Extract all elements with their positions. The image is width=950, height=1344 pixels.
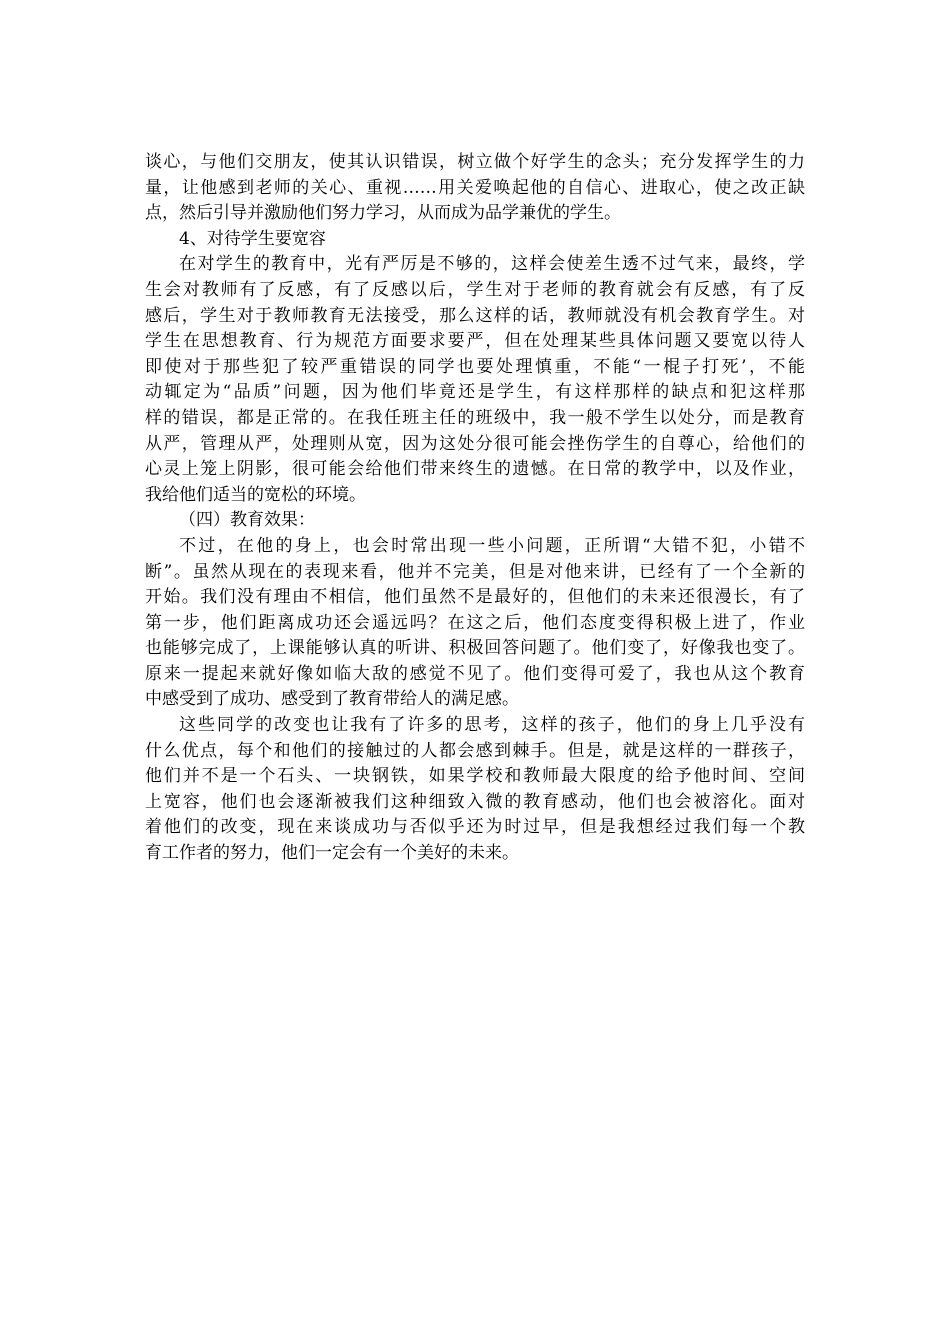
text-line: 断”。虽然从现在的表现来看，他并不完美，但是对他来讲，已经有了一个全新的 (145, 561, 805, 582)
paragraph-cont (145, 150, 805, 227)
text-line: 原来一提起来就好像如临大敌的感觉不见了。他们变得可爱了，我也从这个教育 (145, 663, 805, 684)
text-line: 即使对于那些犯了较严重错误的同学也要处理慎重，不能“一棍子打死’，不能 (145, 356, 805, 377)
text-line: 学生在思想教育、行为规范方面要求要严，但在处理某些具体问题又要宽以待人 (145, 331, 805, 352)
text-line: 在对学生的教育中，光有严厉是不够的，这样会使差生透不过气来，最终，学 (179, 254, 805, 275)
text-line: 量，让他感到老师的关心、重视……用关爱唤起他的自信心、进取心，使之改正缺 (145, 177, 805, 198)
paragraph-effect (145, 534, 805, 713)
text-line: 着他们的改变，现在来谈成功与否似乎还为时过早，但是我想经过我们每一个教 (145, 817, 805, 838)
text-line: 上宽容，他们也会逐渐被我们这种细致入微的教育感动，他们也会被溶化。面对 (145, 791, 805, 812)
text-line: 谈心，与他们交朋友，使其认识错误，树立做个好学生的念头；充分发挥学生的力 (145, 152, 805, 172)
text-line: 生会对教师有了反感，有了反感以后，学生对于老师的教育就会有反感，有了反 (145, 279, 805, 300)
text-line: 4、对待学生要宽容 (179, 228, 326, 249)
text-line: 开始。我们没有理由不相信，他们虽然不是最好的，但他们的未来还很漫长，有了 (145, 587, 805, 608)
paragraph-reflection (145, 713, 805, 867)
text-line: 什么优点，每个和他们的接触过的人都会感到棘手。但是，就是这样的一群孩子， (145, 740, 805, 761)
text-line: 不过，在他的身上，也会时常出现一些小问题，正所谓“大错不犯，小错不 (179, 535, 805, 556)
paragraph-tolerance (145, 252, 805, 508)
text-line: 育工作者的努力，他们一定会有一个美好的未来。 (145, 843, 519, 864)
document-body (145, 150, 805, 867)
text-line: 从严，管理从严，处理则从宽，因为这处分很可能会挫伤学生的自尊心，给他们的 (145, 433, 805, 454)
text-line: 点，然后引导并激励他们努力学习，从而成为品学兼优的学生。 (145, 203, 621, 224)
text-line: 动辄定为“品质”问题，因为他们毕竟还是学生，有这样那样的缺点和犯这样那 (145, 382, 805, 403)
text-line: 也能够完成了，上课能够认真的听讲、积极回答问题了。他们变了，好像我也变了。 (145, 638, 805, 659)
section-heading-four (145, 508, 805, 534)
text-line: 心灵上笼上阴影，很可能会给他们带来终生的遗憾。在日常的教学中，以及作业， (145, 459, 805, 480)
text-line: （四）教育效果： (179, 510, 315, 531)
text-line: 中感受到了成功、感受到了教育带给人的满足感。 (145, 689, 519, 710)
text-line: 他们并不是一个石头、一块钢铁，如果学校和教师最大限度的给予他时间、空间 (145, 766, 805, 787)
text-line: 第一步，他们距离成功还会遥远吗？在这之后，他们态度变得积极上进了，作业 (145, 612, 805, 633)
text-line: 这些同学的改变也让我有了许多的思考，这样的孩子，他们的身上几乎没有 (179, 715, 805, 736)
text-line: 感后，学生对于教师教育无法接受，那么这样的话，教师就没有机会教育学生。对 (145, 305, 805, 326)
text-line: 我给他们适当的宽松的环境。 (145, 484, 366, 505)
text-line: 样的错误，都是正常的。在我任班主任的班级中，我一般不学生以处分，而是教育 (145, 407, 805, 428)
section-heading-4 (145, 227, 805, 253)
